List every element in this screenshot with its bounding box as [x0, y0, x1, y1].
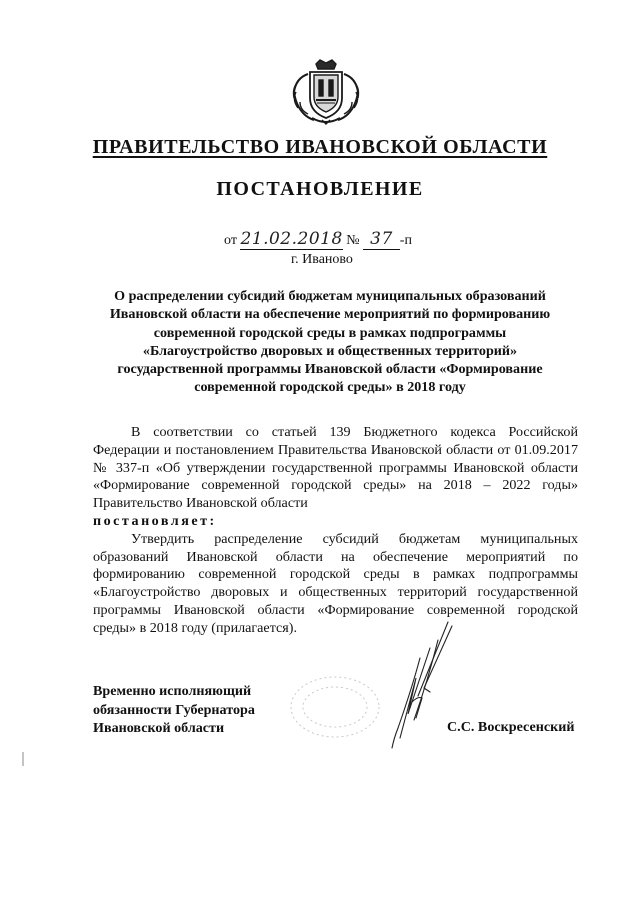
signer-position	[93, 682, 255, 738]
decision-paragraph: Утвердить распределение субсидий бюджетам муниципальных образований Ивановской области на обеспечение мероприятий по формированию современной городской среды в рамках подпрограммы «Благоустройство дворовых и общественных территорий государственной программы Ивановской области «Формирование современной городской среды» в 2018 году (прилагается).	[93, 530, 578, 636]
subject-line: «Благоустройство дворовых и общественных территорий»	[142, 342, 518, 359]
document-number: 37	[370, 229, 393, 249]
city: г. Иваново	[291, 252, 353, 267]
preamble-paragraph: В соответствии со статьей 139 Бюджетного кодекса Российской Федерации и постановлением Правительства Ивановской области от 01.09.2017 № 337-п «Об утверждении государственной программы Ивановской области «Формирование современной городской среды» на 2018 – 2022 годы» Правительство Ивановской области	[93, 424, 578, 512]
signer-position-line: Временно исполняющий	[93, 683, 252, 699]
org-title: ПРАВИТЕЛЬСТВО ИВАНОВСКОЙ ОБЛАСТИ	[92, 136, 548, 158]
signer-position-line: Ивановской области	[93, 720, 225, 736]
doc-type-title: ПОСТАНОВЛЕНИЕ	[216, 178, 424, 200]
number-label: №	[346, 233, 360, 248]
registration-line	[224, 231, 412, 250]
coat-of-arms-emblem-icon	[286, 58, 366, 128]
number-suffix: -п	[399, 233, 412, 248]
subject-line: государственной программы Ивановской области «Формирование	[117, 361, 543, 378]
subject-line: современной городской среды в рамках подпрограммы	[153, 324, 507, 341]
handwritten-signature-icon	[360, 618, 470, 758]
margin-mark-icon	[21, 752, 25, 766]
signer-position-line: обязанности Губернатора	[93, 701, 255, 718]
document-body	[93, 424, 578, 638]
from-label: от	[224, 233, 237, 248]
signer-name: С.С. Воскресенский	[447, 719, 575, 735]
subject-line: Ивановской области на обеспечение мероприятий по формированию	[109, 306, 551, 323]
document-subject	[90, 287, 570, 397]
subject-line: О распределении субсидий бюджетам муниципальных образований	[114, 288, 546, 304]
document-date: 21.02.2018	[240, 229, 343, 249]
subject-line: современной городской среды» в 2018 году	[194, 379, 466, 396]
resolves-word: постановляет:	[93, 512, 217, 529]
